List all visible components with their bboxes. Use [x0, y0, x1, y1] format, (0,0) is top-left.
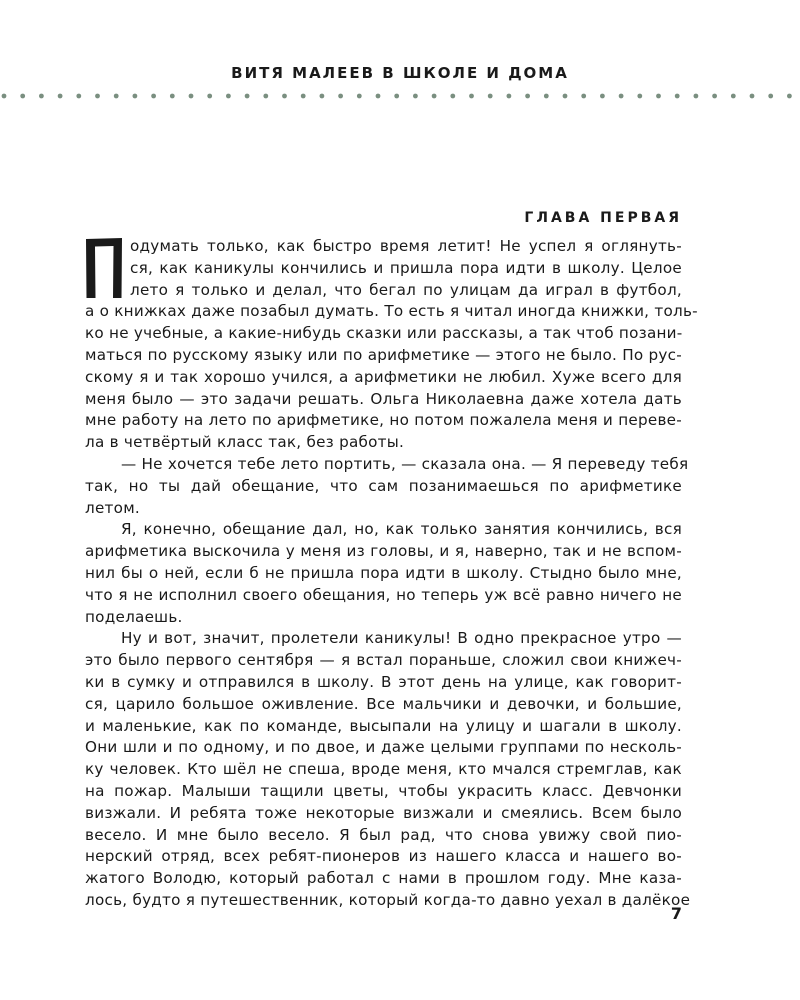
divider-dot: [226, 94, 231, 99]
text-line: ку человек. Кто шёл не спеша, вроде меня, кто мчался стремглав, как: [85, 760, 682, 779]
chapter-body: [85, 236, 698, 912]
divider-dot: [245, 94, 250, 99]
running-head: ВИТЯ МАЛЕЕВ В ШКОЛЕ И ДОМА: [231, 64, 569, 82]
divider-dot: [20, 94, 25, 99]
text-line: ки в сумку и отправился в школу. В этот день на улице, как говорит-: [85, 672, 682, 691]
text-line: на пожар. Малыши тащили цветы, чтобы украсить класс. Девчонки: [85, 781, 682, 800]
divider-dot: [2, 94, 7, 99]
text-line: что я не исполнил своего обещания, но теперь уж всё равно ничего не: [85, 585, 682, 604]
divider-dot: [581, 94, 586, 99]
text-line: нерский отряд, всех ребят-пионеров из нашего класса и нашего во-: [85, 847, 682, 866]
text-line: Я, конечно, обещание дал, но, как только занятия кончились, вся: [121, 520, 682, 539]
divider-dot: [95, 94, 100, 99]
divider-dot: [619, 94, 624, 99]
page-number: 7: [670, 904, 682, 923]
text-line: арифметика выскочила у меня из головы, и я, наверно, так и не вспом-: [85, 542, 682, 561]
text-line: а о книжках даже позабыл думать. То есть я читал иногда книжки, толь-: [85, 302, 698, 321]
divider-dot: [170, 94, 175, 99]
text-line: мне работу на лето по арифметике, но потом пожалела меня и переве-: [85, 411, 682, 430]
text-line: летом.: [85, 498, 140, 517]
text-line: одумать только, как быстро время летит! Не успел я оглянуть-: [130, 237, 682, 255]
text-line: маться по русскому языку или по арифметике — этого не было. По рус-: [85, 345, 682, 364]
text-line: и маленькие, как по команде, высыпали на улицу и шагали в школу.: [85, 716, 682, 735]
divider-dot: [787, 94, 792, 99]
divider-dot: [114, 94, 119, 99]
text-line: весело. И мне было весело. Я был рад, что снова увижу свой пио-: [85, 825, 682, 844]
divider-dot: [76, 94, 81, 99]
text-line: Ну и вот, значит, пролетели каникулы! В одно прекрасное утро —: [121, 629, 682, 648]
divider-dot: [450, 94, 455, 99]
divider-dot: [694, 94, 699, 99]
text-line: ся, царило большое оживление. Все мальчики и девочки, и большие,: [85, 694, 682, 713]
divider-dot: [712, 94, 717, 99]
divider-dot: [133, 94, 138, 99]
text-line: так, но ты дай обещание, что сам позанимаешься по арифметике: [85, 476, 682, 495]
text-line: ся, как каникулы кончились и пришла пора идти в школу. Целое: [130, 258, 682, 277]
chapter-title: ГЛАВА ПЕРВАЯ: [524, 210, 682, 226]
divider-dot: [394, 94, 399, 99]
divider-dot: [263, 94, 268, 99]
text-line: ко не учебные, а какие-нибудь сказки или рассказы, а так чтоб позани-: [85, 324, 683, 343]
divider-dot: [600, 94, 605, 99]
text-line: это было первого сентября — я встал пораньше, сложил свои книжеч-: [85, 651, 682, 670]
text-line: меня было — это задачи решать. Ольга Николаевна даже хотела дать: [85, 389, 682, 408]
divider-dot: [282, 94, 287, 99]
divider-dot: [189, 94, 194, 99]
divider-dot: [151, 94, 156, 99]
divider-dot: [768, 94, 773, 99]
divider-dot: [413, 94, 418, 99]
divider-dot: [469, 94, 474, 99]
divider-dot: [39, 94, 44, 99]
divider-dot: [207, 94, 212, 99]
divider-dot: [525, 94, 530, 99]
divider-dot: [338, 94, 343, 99]
divider-dot: [731, 94, 736, 99]
dotted-divider: [0, 88, 800, 104]
divider-dot: [750, 94, 755, 99]
divider-dot: [637, 94, 642, 99]
divider-dot: [544, 94, 549, 99]
divider-dot: [507, 94, 512, 99]
text-line: лето я только и делал, что бегал по улицам да играл в футбол,: [130, 280, 682, 299]
text-line: ла в четвёртый класс так, без работы.: [85, 433, 405, 452]
text-line: лось, будто я путешественник, который когда-то давно уехал в далёкое: [85, 890, 691, 909]
divider-dot: [320, 94, 325, 99]
text-line: поделаешь.: [85, 607, 183, 626]
text-line: жатого Володю, который работал с нами в прошлом году. Мне каза-: [85, 869, 682, 888]
text-line: визжали. И ребята тоже некоторые визжали и смеялись. Всем было: [85, 803, 682, 822]
divider-dot: [376, 94, 381, 99]
divider-dot: [301, 94, 306, 99]
divider-dot: [656, 94, 661, 99]
divider-dot: [58, 94, 63, 99]
text-line: нил бы о ней, если б не пришла пора идти в школу. Стыдно было мне,: [85, 563, 682, 582]
divider-dot: [357, 94, 362, 99]
text-line: — Не хочется тебе лето портить, — сказала она. — Я переведу тебя: [121, 454, 689, 473]
divider-dot: [563, 94, 568, 99]
divider-dot: [675, 94, 680, 99]
divider-dot: [488, 94, 493, 99]
divider-dot: [432, 94, 437, 99]
text-line: скому я и так хорошо учился, а арифметики не любил. Хуже всего для: [85, 367, 682, 386]
text-line: Они шли и по одному, и по двое, и даже целыми группами по несколь-: [85, 738, 682, 757]
